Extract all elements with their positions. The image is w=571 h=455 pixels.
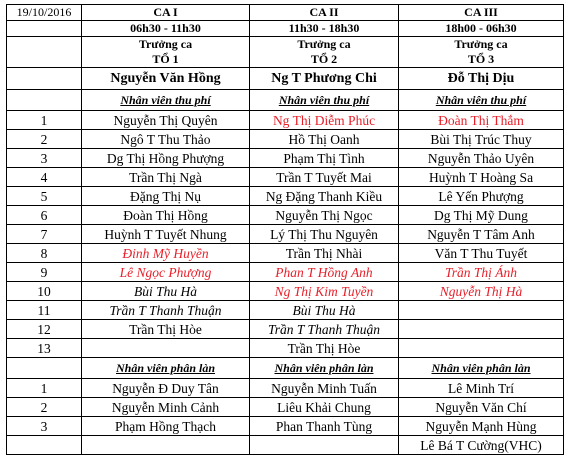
shift-3-staff: Nguyễn Văn Chí xyxy=(399,398,564,417)
shift-3-lead-label: Trưởng ca xyxy=(399,37,564,53)
shift-2-name: CA II xyxy=(250,5,399,21)
shift-2-staff: Phan Thanh Tùng xyxy=(250,417,399,436)
fee-title-shift-3: Nhân viên thu phí xyxy=(399,90,564,111)
shift-1-staff: Bùi Thu Hà xyxy=(82,282,250,301)
team-row xyxy=(7,52,564,68)
shift-2-staff: Hồ Thị Oanh xyxy=(250,130,399,149)
shift-1-staff: Phạm Hồng Thạch xyxy=(82,417,250,436)
table-row xyxy=(7,417,564,436)
empty-cell xyxy=(7,90,82,111)
shift-2-staff: Nguyễn Thị Ngọc xyxy=(250,206,399,225)
shift-1-name: CA I xyxy=(82,5,250,21)
shift-2-staff: Trần Thị Nhài xyxy=(250,244,399,263)
shift-2-staff: Phạm Thị Tình xyxy=(250,149,399,168)
shift-1-staff: Nguyễn Minh Cảnh xyxy=(82,398,250,417)
shift-3-staff xyxy=(399,339,564,358)
shift-2-staff: Lý Thị Thu Nguyên xyxy=(250,225,399,244)
lane-title-shift-3: Nhân viên phân làn xyxy=(399,358,564,379)
shift-3-staff: Lê Bá T Cường(VHC) xyxy=(399,436,564,455)
shift-3-time: 18h00 - 06h30 xyxy=(399,21,564,37)
shift-1-staff: Trần Thị Ngà xyxy=(82,168,250,187)
shift-3-staff xyxy=(399,320,564,339)
shift-3-staff: Huỳnh T Hoàng Sa xyxy=(399,168,564,187)
shift-2-staff: Liêu Khải Chung xyxy=(250,398,399,417)
shift-1-lead-label: Trưởng ca xyxy=(82,37,250,53)
shift-3-staff: Văn T Thu Tuyết xyxy=(399,244,564,263)
row-number: 5 xyxy=(7,187,82,206)
table-row xyxy=(7,225,564,244)
row-number: 10 xyxy=(7,282,82,301)
row-number: 13 xyxy=(7,339,82,358)
shift-3-staff: Đoàn Thị Thắm xyxy=(399,111,564,130)
row-number: 8 xyxy=(7,244,82,263)
shift-1-staff xyxy=(82,339,250,358)
shift-2-leader: Ng T Phương Chi xyxy=(250,68,399,90)
shift-1-leader: Nguyễn Văn Hồng xyxy=(82,68,250,90)
row-number: 6 xyxy=(7,206,82,225)
shift-3-staff: Nguyễn Thảo Uyên xyxy=(399,149,564,168)
fee-title-shift-2: Nhân viên thu phí xyxy=(250,90,399,111)
shift-1-team: TỔ 1 xyxy=(82,52,250,68)
table-row xyxy=(7,244,564,263)
row-number: 7 xyxy=(7,225,82,244)
shift-2-staff: Trần Thị Hòe xyxy=(250,339,399,358)
shift-3-staff: Nguyễn T Tâm Anh xyxy=(399,225,564,244)
shift-2-staff: Ng Thị Kim Tuyền xyxy=(250,282,399,301)
table-row xyxy=(7,187,564,206)
shift-1-staff: Nguyễn Thị Quyên xyxy=(82,111,250,130)
schedule-date: 19/10/2016 xyxy=(7,5,82,21)
shift-3-staff: Nguyễn Mạnh Hùng xyxy=(399,417,564,436)
empty-cell xyxy=(7,52,82,68)
shift-1-staff: Trần T Thanh Thuận xyxy=(82,301,250,320)
shift-1-staff: Trần Thị Hòe xyxy=(82,320,250,339)
lead-label-row xyxy=(7,37,564,53)
table-row xyxy=(7,320,564,339)
row-number: 2 xyxy=(7,398,82,417)
shift-3-leader: Đỗ Thị Dịu xyxy=(399,68,564,90)
fee-staff-rows xyxy=(7,111,564,358)
shift-1-staff: Đinh Mỹ Huyền xyxy=(82,244,250,263)
shift-2-staff: Ng Đặng Thanh Kiều xyxy=(250,187,399,206)
row-number: 4 xyxy=(7,168,82,187)
row-number: 3 xyxy=(7,149,82,168)
fee-title-shift-1: Nhân viên thu phí xyxy=(82,90,250,111)
row-number: 9 xyxy=(7,263,82,282)
shift-1-staff: Đoàn Thị Hồng xyxy=(82,206,250,225)
empty-cell xyxy=(7,358,82,379)
shift-schedule-table xyxy=(6,4,564,455)
row-number: 1 xyxy=(7,111,82,130)
shift-1-staff: Đặng Thị Nụ xyxy=(82,187,250,206)
row-number: 11 xyxy=(7,301,82,320)
shift-1-staff: Nguyễn Đ Duy Tân xyxy=(82,379,250,398)
shift-1-staff: Ngô T Thu Thảo xyxy=(82,130,250,149)
shift-1-time: 06h30 - 11h30 xyxy=(82,21,250,37)
shift-3-staff xyxy=(399,301,564,320)
shift-3-staff: Bùi Thị Trúc Thuy xyxy=(399,130,564,149)
shift-2-staff: Ng Thị Diễm Phúc xyxy=(250,111,399,130)
fee-title-row xyxy=(7,90,564,111)
lane-title-row xyxy=(7,358,564,379)
shift-2-staff: Bùi Thu Hà xyxy=(250,301,399,320)
table-row xyxy=(7,263,564,282)
shift-2-staff: Phan T Hồng Anh xyxy=(250,263,399,282)
row-number: 3 xyxy=(7,417,82,436)
shift-name-row xyxy=(7,5,564,21)
shift-3-staff: Dg Thị Mỹ Dung xyxy=(399,206,564,225)
shift-1-staff: Dg Thị Hồng Phượng xyxy=(82,149,250,168)
table-row xyxy=(7,130,564,149)
lane-staff-rows xyxy=(7,379,564,455)
shift-2-lead-label: Trưởng ca xyxy=(250,37,399,53)
shift-3-team: TỔ 3 xyxy=(399,52,564,68)
shift-time-row xyxy=(7,21,564,37)
shift-2-staff: Trần T Tuyết Mai xyxy=(250,168,399,187)
table-row xyxy=(7,301,564,320)
shift-1-staff: Lê Ngọc Phượng xyxy=(82,263,250,282)
row-number: 12 xyxy=(7,320,82,339)
empty-cell xyxy=(7,37,82,53)
table-row xyxy=(7,282,564,301)
shift-2-time: 11h30 - 18h30 xyxy=(250,21,399,37)
table-row xyxy=(7,398,564,417)
shift-2-staff: Nguyễn Minh Tuấn xyxy=(250,379,399,398)
table-row xyxy=(7,111,564,130)
lane-title-shift-1: Nhân viên phân làn xyxy=(82,358,250,379)
shift-2-staff: Trần T Thanh Thuận xyxy=(250,320,399,339)
table-row xyxy=(7,149,564,168)
row-number: 1 xyxy=(7,379,82,398)
empty-cell xyxy=(7,21,82,37)
shift-1-staff: Huỳnh T Tuyết Nhung xyxy=(82,225,250,244)
leader-row xyxy=(7,68,564,90)
shift-3-staff: Trần Thị Ánh xyxy=(399,263,564,282)
row-number: 2 xyxy=(7,130,82,149)
shift-2-team: TỔ 2 xyxy=(250,52,399,68)
table-row xyxy=(7,168,564,187)
shift-3-staff: Lê Yến Phượng xyxy=(399,187,564,206)
table-row xyxy=(7,339,564,358)
empty-cell xyxy=(7,68,82,90)
lane-title-shift-2: Nhân viên phân làn xyxy=(250,358,399,379)
table-row xyxy=(7,206,564,225)
table-row xyxy=(7,379,564,398)
shift-3-staff: Lê Minh Trí xyxy=(399,379,564,398)
shift-3-name: CA III xyxy=(399,5,564,21)
shift-3-staff: Nguyễn Thị Hà xyxy=(399,282,564,301)
